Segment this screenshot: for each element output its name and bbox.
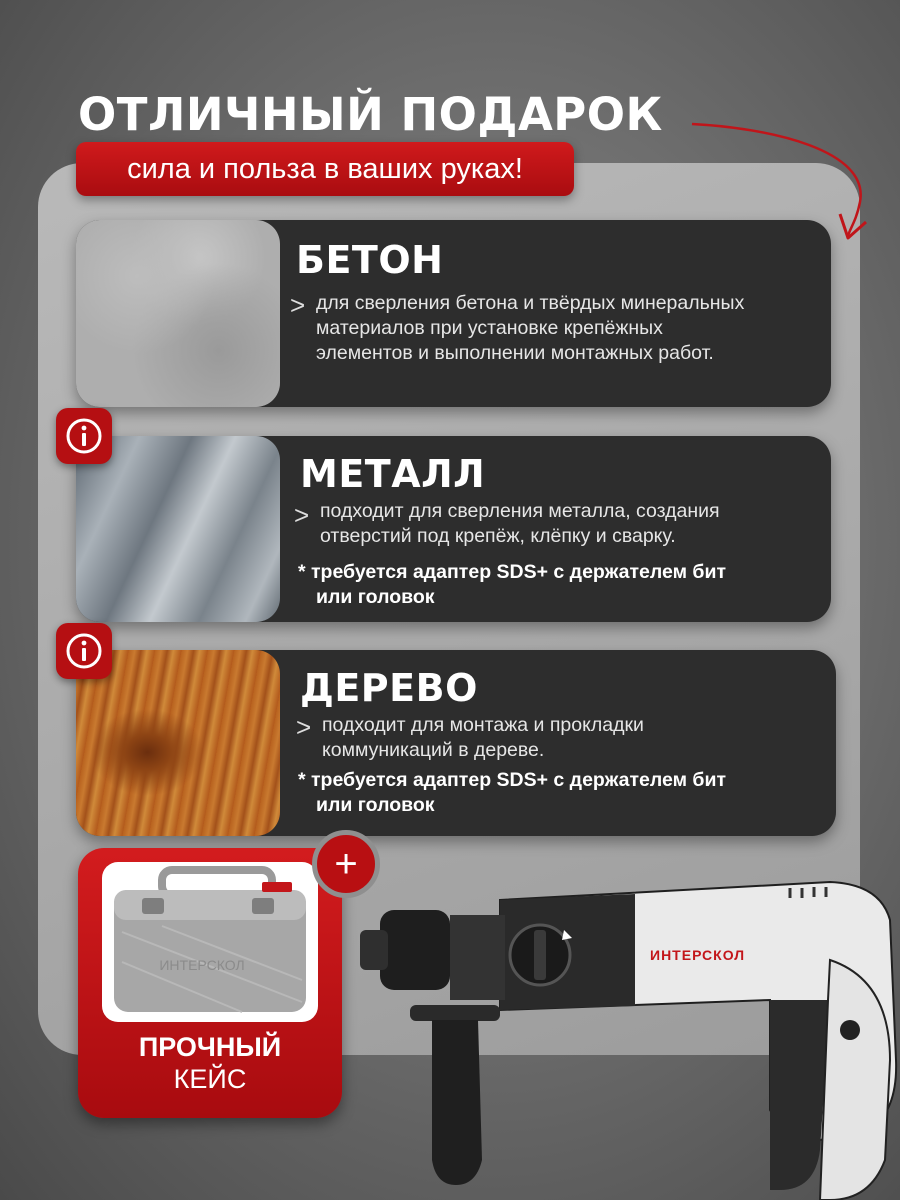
card-title: БЕТОН — [296, 238, 444, 282]
card-description: подходит для монтажа и прокладки коммуникаций в дереве. — [322, 714, 644, 761]
info-badge-metal[interactable] — [56, 408, 112, 464]
rotary-hammer-image — [350, 860, 900, 1200]
card-description: для сверления бетона и твёрдых минеральных материалов при установке крепёжных элементов и выполнении монтажных работ. — [316, 292, 745, 364]
adapter-note: * требуется адаптер SDS+ с держателем бит или головок — [298, 769, 727, 816]
card-description: подходит для сверления металла, создания отверстий под крепёж, клёпку и сварку. — [320, 500, 720, 547]
chevron-right-icon: > — [290, 290, 306, 320]
card-metal — [76, 436, 831, 622]
plus-icon: + — [312, 830, 380, 898]
adapter-note: * требуется адаптер SDS+ с держателем бит или головок — [298, 561, 727, 608]
info-icon — [65, 632, 103, 670]
wood-texture — [76, 650, 280, 836]
card-title: МЕТАЛЛ — [300, 452, 486, 496]
card-wood — [76, 650, 836, 836]
case-title-line2: КЕЙС — [173, 1064, 247, 1094]
subtitle-banner — [76, 142, 574, 196]
case-image — [102, 862, 318, 1022]
page-title: ОТЛИЧНЫЙ ПОДАРОК — [78, 88, 663, 141]
info-badge-wood[interactable] — [56, 623, 112, 679]
drill-brand: ИНТЕРСКОЛ — [650, 947, 746, 963]
carry-case-icon — [102, 862, 318, 1022]
case-brand: ИНТЕРСКОЛ — [159, 957, 245, 973]
case-promo — [78, 848, 342, 1118]
info-icon — [65, 417, 103, 455]
card-title: ДЕРЕВО — [300, 666, 478, 710]
card-concrete — [76, 220, 831, 407]
metal-texture — [76, 436, 280, 622]
chevron-right-icon: > — [296, 712, 312, 742]
case-title-line1: ПРОЧНЫЙ — [138, 1032, 282, 1062]
concrete-texture — [76, 220, 280, 407]
subtitle-text: сила и польза в ваших руках! — [127, 152, 523, 185]
chevron-right-icon: > — [294, 500, 310, 530]
